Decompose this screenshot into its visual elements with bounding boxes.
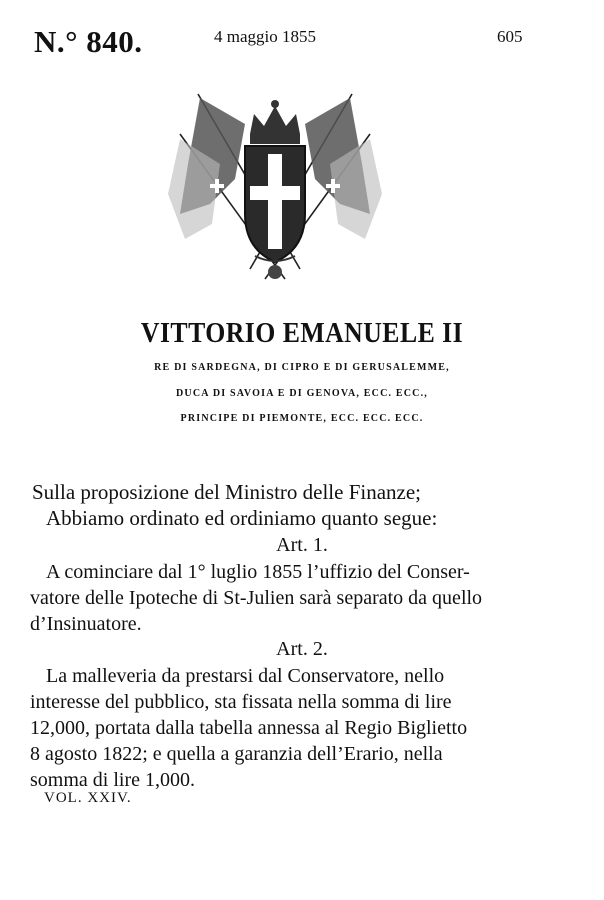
- preamble-line-2: Abbiamo ordinato ed ordiniamo quanto segue:: [46, 506, 438, 530]
- decree-number: N.° 840.: [34, 24, 143, 59]
- article-2-heading: Art. 2.: [276, 638, 328, 660]
- article-1-line-2: vatore delle Ipoteche di St-Julien sarà separato da quello: [30, 587, 483, 609]
- king-title-line-3: PRINCIPE DI PIEMONTE, ECC. ECC. ECC.: [180, 413, 424, 424]
- article-1-line-3: d’Insinuatore.: [30, 613, 142, 635]
- savoy-coat-of-arms-icon: [150, 84, 400, 284]
- article-1-line-1: A cominciare dal 1° luglio 1855 l’uffizio del Conser-: [46, 561, 470, 583]
- article-2-line-2: interesse del pubblico, sta fissata nella somma di lire: [30, 691, 452, 713]
- article-2-line-1: La malleveria da prestarsi dal Conservatore, nello: [46, 665, 445, 687]
- article-1-heading: Art. 1.: [276, 534, 328, 556]
- page-number: 605: [497, 27, 523, 46]
- decree-date: 4 maggio 1855: [214, 27, 316, 46]
- article-2-line-3: 12,000, portata dalla tabella annessa al Regio Biglietto: [30, 717, 468, 739]
- preamble-line-1: Sulla proposizione del Ministro delle Finanze;: [32, 480, 422, 504]
- king-title-line-1: RE DI SARDEGNA, DI CIPRO E DI GERUSALEMME,: [154, 362, 450, 373]
- volume-label: VOL. XXIV.: [44, 790, 132, 806]
- king-name: VITTORIO EMANUELE II: [140, 318, 464, 349]
- king-title-line-2: DUCA DI SAVOIA E DI GENOVA, ECC. ECC.,: [175, 388, 429, 399]
- article-2-line-4: 8 agosto 1822; e quella a garanzia dell’Erario, nella: [30, 743, 443, 765]
- article-2-line-5: somma di lire 1,000.: [30, 769, 195, 791]
